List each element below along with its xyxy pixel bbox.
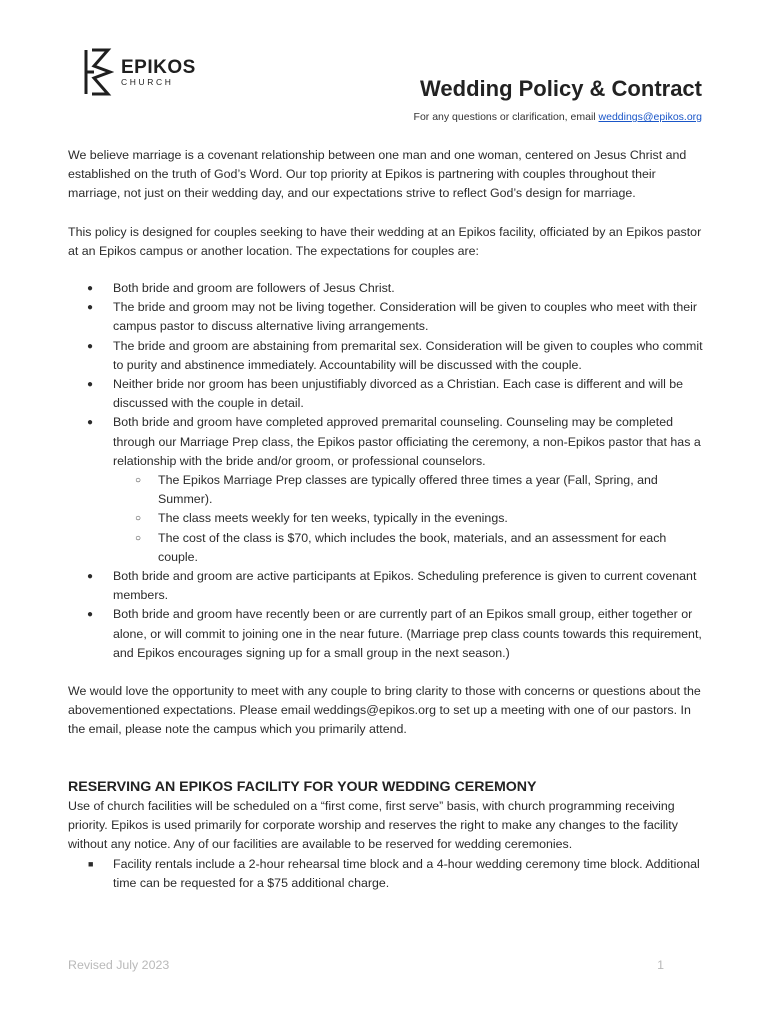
list-item: ● The bride and groom may not be living together. Consideration will be given to couples who meet with their campus pastor to discuss alternative living arrangements. [68, 298, 704, 336]
meeting-paragraph: We would love the opportunity to meet with any couple to bring clarity to those with concerns or questions about the abovementioned expectations. Please email weddings@epikos.org to set up a meeting with one of our pastors. In the email, please note the campus which you primarily attend. [68, 684, 701, 737]
epikos-logo-icon [82, 48, 114, 96]
list-item: ■ Facility rentals include a 2-hour rehearsal time block and a 4-hour wedding ceremony time block. Additional time can be requested for a $75 additional charge. [68, 855, 704, 893]
page-number: 1 [657, 958, 664, 972]
logo-subtitle: CHURCH [121, 76, 174, 87]
document-body [68, 146, 704, 893]
intro-paragraph-1: We believe marriage is a covenant relationship between one man and one woman, centered on Jesus Christ and established on the truth of God’s Word. Our top priority at Epikos is partnering with couples throughout their marriage, not just on their wedding day, and our expectations strive to reflect God’s design for marriage. [68, 148, 687, 201]
expectations-list [68, 279, 704, 663]
revised-date: Revised July 2023 [68, 958, 170, 972]
list-item: ● Both bride and groom are active participants at Epikos. Scheduling preference is given to current covenant members. [68, 567, 704, 605]
contact-line [414, 111, 702, 123]
epikos-logo [82, 48, 196, 96]
counseling-sublist [113, 471, 704, 567]
list-item: ● Both bride and groom have recently been or are currently part of an Epikos small group, either together or alone, or will commit to joining one in the near future. (Marriage prep class counts towards this requirement, and Epikos encourages signing up for a small group in the next season.) [68, 605, 704, 663]
logo-name: EPIKOS [121, 56, 196, 78]
list-item-text: Both bride and groom have completed approved premarital counseling. Counseling may be completed through our Marriage Prep class, the Epikos pastor officiating the ceremony, a non-Epikos pastor that has a relationship with the bride and/or groom, or professional counselors. [113, 415, 701, 468]
contact-prefix: For any questions or clarification, email [413, 111, 599, 123]
section-heading: RESERVING AN EPIKOS FACILITY FOR YOUR WEDDING CEREMONY [68, 778, 537, 795]
sublist-item: ○ The cost of the class is $70, which includes the book, materials, and an assessment for each couple. [113, 529, 704, 567]
list-item: ● Both bride and groom are followers of Jesus Christ. [68, 279, 704, 298]
intro-paragraph-2: This policy is designed for couples seeking to have their wedding at an Epikos facility, officiated by an Epikos pastor at an Epikos campus or another location. The expectations for couples are: [68, 224, 702, 258]
sublist-item: ○ The Epikos Marriage Prep classes are typically offered three times a year (Fall, Spring, and Summer). [113, 471, 704, 509]
page-title: Wedding Policy & Contract [420, 76, 702, 101]
contact-email-link[interactable]: weddings@epikos.org [598, 111, 702, 123]
list-item: ● The bride and groom are abstaining from premarital sex. Consideration will be given to couples who commit to purity and abstinence immediately. Accountability will be discussed with the couple. [68, 337, 704, 375]
facility-list [68, 855, 704, 893]
sublist-item: ○ The class meets weekly for ten weeks, typically in the evenings. [113, 509, 704, 528]
list-item: ● Neither bride nor groom has been unjustifiably divorced as a Christian. Each case is different and will be discussed with the couple in detail. [68, 375, 704, 413]
section-paragraph: Use of church facilities will be scheduled on a “first come, first serve” basis, with church programming receiving priority. Epikos is used primarily for corporate worship and reserves the right to make any changes to the facility without any notice. Any of our facilities are available to be reserved for wedding ceremonies. [68, 798, 678, 852]
list-item-counseling [68, 413, 704, 567]
